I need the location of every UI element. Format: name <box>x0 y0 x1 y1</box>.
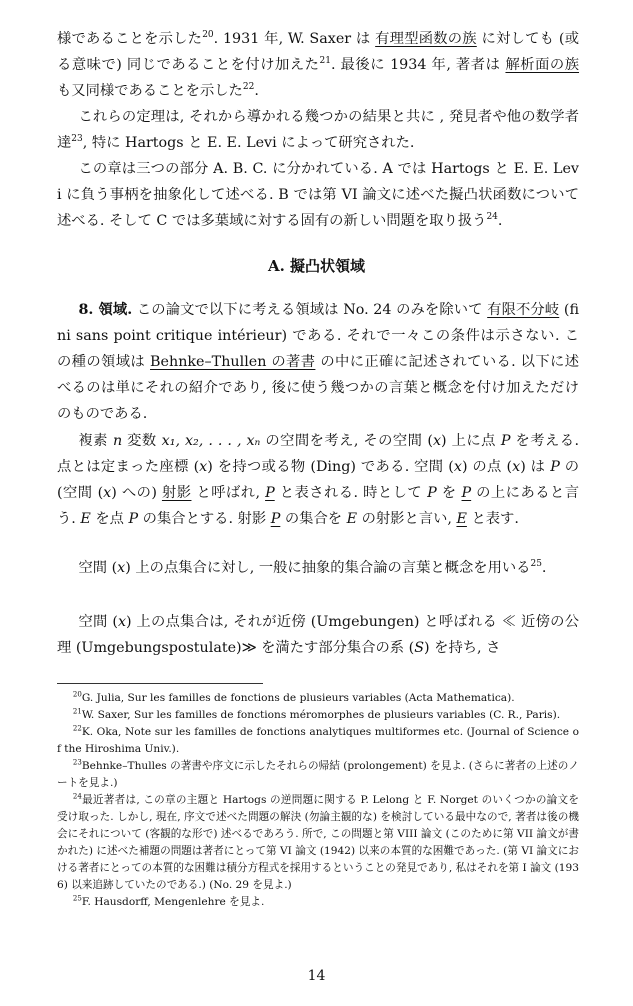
footnote-ref-23[interactable]: 23 <box>71 134 83 145</box>
text-run: ) 上の点集合に対し, 一般に抽象的集合論の言葉と概念を用いる <box>125 560 531 576</box>
underlined-term: Behnke–Thullen の著書 <box>150 354 316 370</box>
footnote-number: 22 <box>72 724 82 733</box>
text-run: と表される. 時として <box>274 485 428 501</box>
text-run: . <box>497 213 503 229</box>
footnote-rule <box>57 683 263 684</box>
text-run: , 特に Hartogs と E. E. Levi によって研究された. <box>82 135 415 151</box>
text-run: ) 上の点集合は, それが近傍 (Umgebungen) と呼ばれる ≪ 近傍の公理 (Umgebungspostulate)≫ を満たす部分集合の系 ( <box>57 614 580 656</box>
footnote-21 <box>57 707 579 724</box>
text-run: 変数 <box>122 433 162 449</box>
footnote-text: 最近著者は, この章の主題と Hartogs の逆問題に関する P. Lelong と F. Norget のいくつかの論文を受け取った. しかし, 現在, 序文で述べた問題の解決 (勿論主観的な) を検討している最中なので, 著者は後の機会にそれについて (客観的な形で) 述べるであろう. 所で, この問題と第 VIII 論文 (このために第 VII 論文が書かれた) に述べた補題の問題は著者にとって第 VI 論文 (1942) 以来の本質的な困難であった. (第 VI 論文における著者にとっての本質的な困難は積分方程式を採用するということの発見であり, 私はそれを第 I 論文 (1936) 以来追跡していたのである.) (No. 29 を見よ.) <box>57 794 579 891</box>
domain-section <box>57 297 579 427</box>
footnote-ref-25[interactable]: 25 <box>530 559 542 570</box>
underlined-term: 射影 <box>161 485 192 501</box>
text-run: 複素 <box>78 433 113 449</box>
paragraph-7 <box>57 609 579 661</box>
math-var: x <box>117 560 126 576</box>
footnote-25 <box>57 894 579 911</box>
footnote-text: F. Hausdorff, Mengenlehre を見よ. <box>81 896 265 908</box>
paragraph-1 <box>57 26 579 104</box>
text-run: の射影と言い, <box>357 511 457 527</box>
footnote-24 <box>57 792 579 894</box>
text-run: . 1931 年, W. Saxer は <box>213 31 376 47</box>
text-run: の上にあると言う. <box>57 485 580 527</box>
text-run: ) を持つ或る物 (Ding) である. 空間 ( <box>207 459 454 475</box>
math-var: P <box>500 433 511 449</box>
math-var: E <box>80 511 91 527</box>
text-run: の中に正確に記述されている. 以下に述べるのは単にそれの紹介であり, 後に使う幾つかの言葉と概念を付け加えただけのものである. <box>57 354 579 422</box>
math-var-underlined: E <box>456 511 467 527</box>
math-var: P <box>550 459 560 475</box>
math-var: x <box>453 459 462 475</box>
text-run: を <box>436 485 462 501</box>
text-run: も又同様であることを示した <box>57 83 243 99</box>
math-var: x <box>199 459 208 475</box>
footnote-number: 20 <box>72 690 82 699</box>
text-run: 空間 ( <box>78 560 118 576</box>
paragraph-6 <box>57 555 579 581</box>
text-run: ) への) <box>111 485 162 501</box>
underlined-term: 有限不分岐 <box>487 302 560 318</box>
footnote-number: 25 <box>72 894 82 903</box>
text-run: の (空間 ( <box>57 459 580 501</box>
footnotes <box>57 690 579 911</box>
footnote-number: 23 <box>72 758 82 767</box>
page-number: 14 <box>307 968 326 984</box>
text-run: . 最後に 1934 年, 著者は <box>330 57 506 73</box>
text-run: と呼ばれ, <box>191 485 266 501</box>
math-var: x <box>103 485 112 501</box>
math-var: x <box>432 433 442 449</box>
text-run: . <box>254 83 259 99</box>
footnote-text: K. Oka, Note sur les familles de fonctions analytiques multiformes etc. (Journal of Science of the Hiroshima Univ.). <box>57 726 579 755</box>
subsection-title: 8. 領域. <box>78 302 133 318</box>
footnote-23 <box>57 758 579 792</box>
text-run: ) は <box>520 459 551 475</box>
math-var-underlined: P <box>265 485 275 501</box>
math-var: n <box>112 433 123 449</box>
text-run: 様であることを示した <box>57 31 203 47</box>
text-run: と表す. <box>466 511 519 527</box>
text-run: 空間 ( <box>78 614 118 630</box>
footnote-22 <box>57 724 579 758</box>
text-run: この論文で以下に考える領域は No. 24 のみを除いて <box>132 302 488 318</box>
text-run: ) を持ち, さ <box>424 640 501 656</box>
intro-section <box>57 26 579 234</box>
footnote-ref-24[interactable]: 24 <box>486 212 498 223</box>
footnote-number: 24 <box>72 792 82 801</box>
underlined-term: 有理型函数の族 <box>375 31 477 47</box>
footnote-number: 21 <box>72 707 82 716</box>
underlined-term: 解析面の族 <box>505 57 580 73</box>
text-run: の集合とする. 射影 <box>138 511 271 527</box>
text-run: この章は三つの部分 A. B. C. に分かれている. A では Hartogs と E. E. Levi に負う事柄を抽象化して述べる. B では第 VI 論文に述べた擬凸状函数について述べる. そして C では多葉域に対する固有の新しい問題を取り扱う <box>57 161 579 229</box>
text-run: ) の点 ( <box>461 459 513 475</box>
footnote-text: G. Julia, Sur les familles de fonctions de plusieurs variables (Acta Mathematica). <box>81 692 515 704</box>
text-run: これらの定理は, それから導かれる幾つかの結果と共に , 発見者や他の数学者達 <box>57 109 579 151</box>
math-var: x <box>117 614 127 630</box>
math-var-underlined: P <box>270 511 281 527</box>
math-var: E <box>346 511 358 527</box>
text-run: を点 <box>90 511 129 527</box>
text-run: に対しても (或る意味で) 同じであることを付け加えた <box>57 31 579 73</box>
math-var: S <box>414 640 425 656</box>
footnote-text: Behnke–Thulles の著書や序文に示したそれらの帰結 (prolongement) を見よ. (さらに著者の上述のノートを見よ.) <box>57 760 579 789</box>
footnote-ref-22[interactable]: 22 <box>242 82 255 93</box>
text-run: を考える. 点とは定まった座標 ( <box>57 433 580 475</box>
text-run: の集合を <box>280 511 347 527</box>
paragraph-2 <box>57 104 579 156</box>
paragraph-3 <box>57 156 579 234</box>
footnote-20 <box>57 690 579 707</box>
math-vars: x₁, x₂, . . . , xₙ <box>161 433 261 449</box>
text-run: . <box>541 560 547 576</box>
math-var-underlined: P <box>461 485 472 501</box>
footnote-ref-20[interactable]: 20 <box>202 30 214 41</box>
section-heading: A. 擬凸状領域 <box>267 257 366 275</box>
text-run: (fini sans point critique intérieur) である. それで一々この条件は示さない. この種の領域は <box>57 302 579 370</box>
set-theory-section <box>57 555 579 581</box>
text-run: ) 上に点 <box>441 433 501 449</box>
math-var: P <box>427 485 437 501</box>
points-section <box>57 428 579 532</box>
math-var: x <box>512 459 521 475</box>
paragraph-4 <box>57 297 579 427</box>
paragraph-5 <box>57 428 579 532</box>
footnote-text: W. Saxer, Sur les familles de fonctions méromorphes de plusieurs variables (C. R., Paris). <box>81 709 561 721</box>
text-run: の空間を考え, その空間 ( <box>260 433 433 449</box>
math-var: P <box>128 511 139 527</box>
footnote-ref-21[interactable]: 21 <box>319 56 331 67</box>
neighbourhood-section <box>57 609 579 661</box>
